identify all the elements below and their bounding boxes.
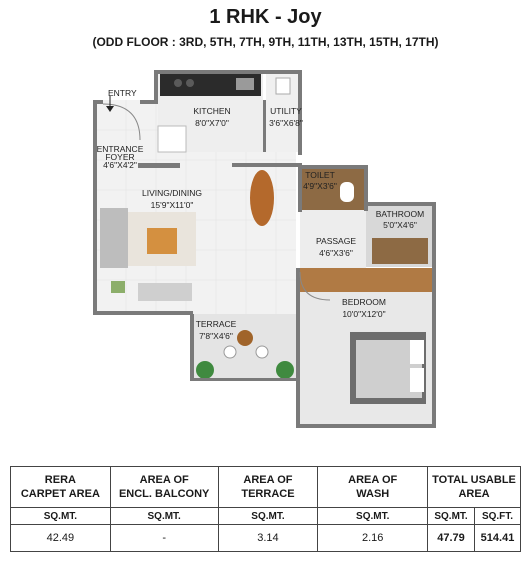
total-sqmt-value: 47.79	[428, 525, 475, 552]
fridge-icon	[158, 126, 186, 152]
foyer-dim: 4'6"X4'2"	[103, 160, 137, 170]
area-table-header	[11, 467, 521, 508]
chair-icon	[256, 346, 268, 358]
coffee-table-icon	[147, 228, 177, 254]
unit-cell: SQ.MT.	[11, 508, 111, 525]
utility-dim: 3'6"X6'8"	[269, 118, 303, 128]
wardrobe	[300, 268, 433, 292]
bathroom-dim: 5'0"X4'6"	[383, 220, 417, 230]
area-table-units	[11, 508, 521, 525]
area-table	[10, 466, 521, 552]
balcony-header: AREA OF ENCL. BALCONY	[110, 467, 218, 508]
plan-title: 1 RHK - Joy	[209, 6, 322, 28]
kitchen-sink-icon	[236, 78, 254, 90]
toilet-dim: 4'9"X3'6"	[303, 181, 337, 191]
plant-icon	[276, 361, 294, 379]
toilet-label: TOILET	[305, 170, 335, 180]
dining-table-icon	[250, 170, 274, 226]
rera-value: 42.49	[11, 525, 111, 552]
bathroom-label: BATHROOM	[375, 209, 425, 219]
kitchen-label: KITCHEN	[193, 106, 231, 116]
terrace-header: AREA OF TERRACE	[218, 467, 318, 508]
pillow-icon	[410, 368, 424, 392]
bathroom-counter	[372, 238, 428, 264]
armchair-icon	[138, 283, 192, 301]
balcony-value: -	[110, 525, 218, 552]
foyer-label-1: ENTRANCE	[96, 144, 144, 154]
living-label: LIVING/DINING	[142, 188, 202, 198]
plant-icon	[196, 361, 214, 379]
total-header: TOTAL USABLE AREA	[428, 467, 521, 508]
stove-burner-icon	[174, 79, 182, 87]
kitchen-dim: 8'0"X7'0"	[195, 118, 229, 128]
foyer-label-2: FOYER	[105, 152, 135, 162]
chair-icon	[224, 346, 236, 358]
unit-cell: SQ.FT.	[475, 508, 521, 525]
sofa-icon	[100, 208, 128, 268]
terrace-dim: 7'8"X4'6"	[199, 331, 233, 341]
pillow-icon	[410, 340, 424, 364]
terrace-table-icon	[237, 330, 253, 346]
wc-icon	[340, 182, 354, 202]
bedroom-label: BEDROOM	[342, 297, 386, 307]
wash-value: 2.16	[318, 525, 428, 552]
unit-cell: SQ.MT.	[428, 508, 475, 525]
unit-cell: SQ.MT.	[218, 508, 318, 525]
passage-dim: 4'6"X3'6"	[319, 248, 353, 258]
bedroom-dim: 10'0"X12'0"	[342, 309, 386, 319]
plan-subtitle: (ODD FLOOR : 3RD, 5TH, 7TH, 9TH, 11TH, 13TH, 15TH, 17TH)	[92, 35, 439, 49]
rera-header: RERA CARPET AREA	[11, 467, 111, 508]
terrace-label: TERRACE	[195, 319, 237, 329]
entry-label: ENTRY	[108, 88, 137, 98]
living-dim: 15'9"X11'0"	[150, 200, 194, 210]
side-plant-icon	[111, 281, 125, 293]
washing-machine-icon	[276, 78, 290, 94]
passage-label: PASSAGE	[316, 236, 356, 246]
unit-cell: SQ.MT.	[110, 508, 218, 525]
area-table-values	[11, 525, 521, 552]
wash-header: AREA OF WASH	[318, 467, 428, 508]
utility-label: UTILITY	[270, 106, 302, 116]
terrace-value: 3.14	[218, 525, 318, 552]
stove-burner-icon	[186, 79, 194, 87]
unit-cell: SQ.MT.	[318, 508, 428, 525]
total-sqft-value: 514.41	[475, 525, 521, 552]
